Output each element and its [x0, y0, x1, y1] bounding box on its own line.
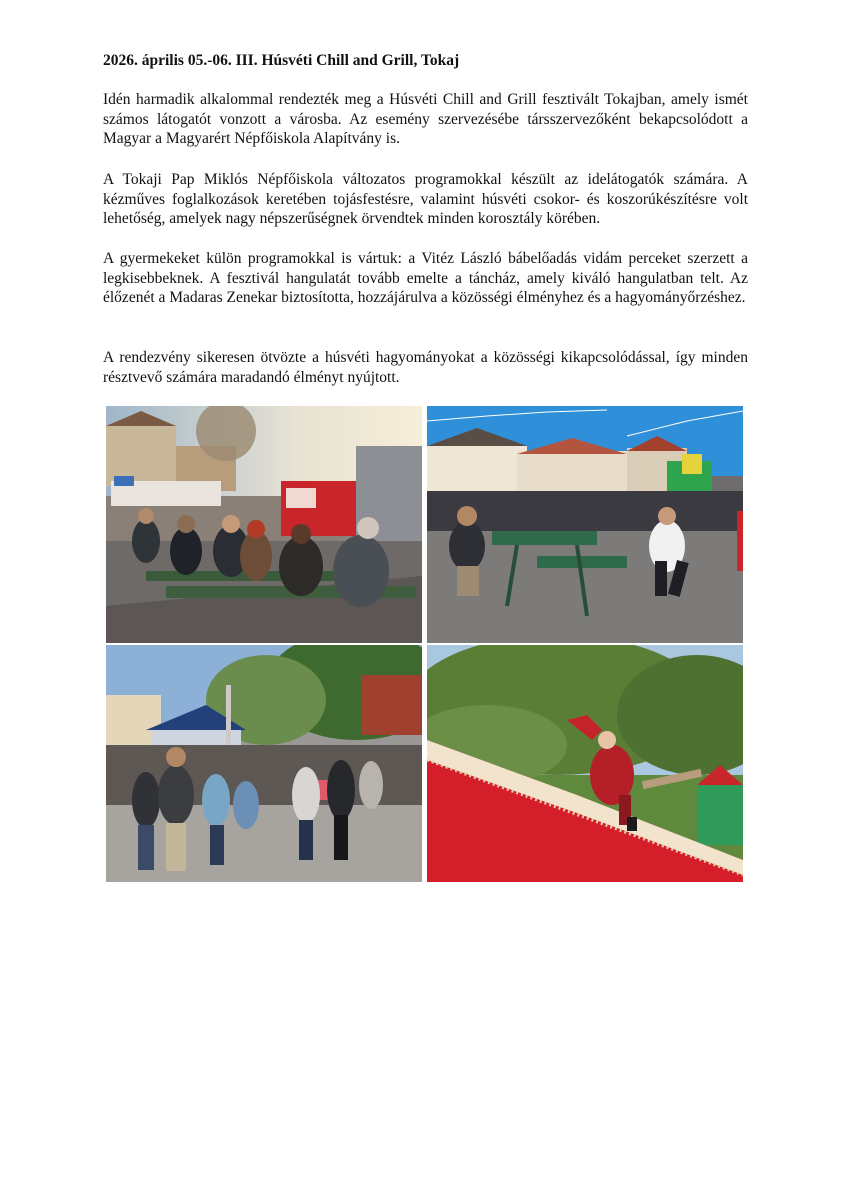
paragraph-summary: A rendezvény sikeresen ötvözte a húsvéti hagyományokat a közösségi kikapcsolódással, így minden résztvevő számára maradandó élményt nyújtott. [103, 349, 748, 386]
paragraph-programs: A Tokaji Pap Miklós Népfőiskola változatos programokkal készült az idelátogatók számára. A kézműves foglalkozások keretében tojásfestésre, valamint húsvéti csokor- és koszorúkészítésre volt lehetőség, amelyek nagy népszerűségnek örvendtek minden korosztály körében. [103, 171, 748, 228]
photo-puppet-show-audience [106, 406, 422, 643]
paragraph-intro: Idén harmadik alkalommal rendezték meg a Húsvéti Chill and Grill fesztivált Tokajban, amely ismét számos látogatót vonzott a városba. Az esemény szervezésébe társszervezőként bekapcsolódott a Magyar a Magyarért Népfőiskola Alapítvány is. [103, 91, 748, 148]
photo-market-crowd [106, 645, 422, 882]
photo-square-dance [427, 406, 743, 643]
page-title: 2026. április 05.-06. III. Húsvéti Chill and Grill, Tokaj [103, 52, 460, 69]
photo-puppet-stage [427, 645, 743, 882]
paragraph-children: A gyermekeket külön programokkal is vártuk: a Vitéz László bábelőadás vidám perceket szerzett a legkisebbeknek. A fesztivál hangulatát tovább emelte a táncház, amely kiváló hangulatban telt. Az élőzenét a Madaras Zenekar biztosította, hozzájárulva a közösségi élményhez és a hagyományőrzéshez. [103, 250, 748, 307]
